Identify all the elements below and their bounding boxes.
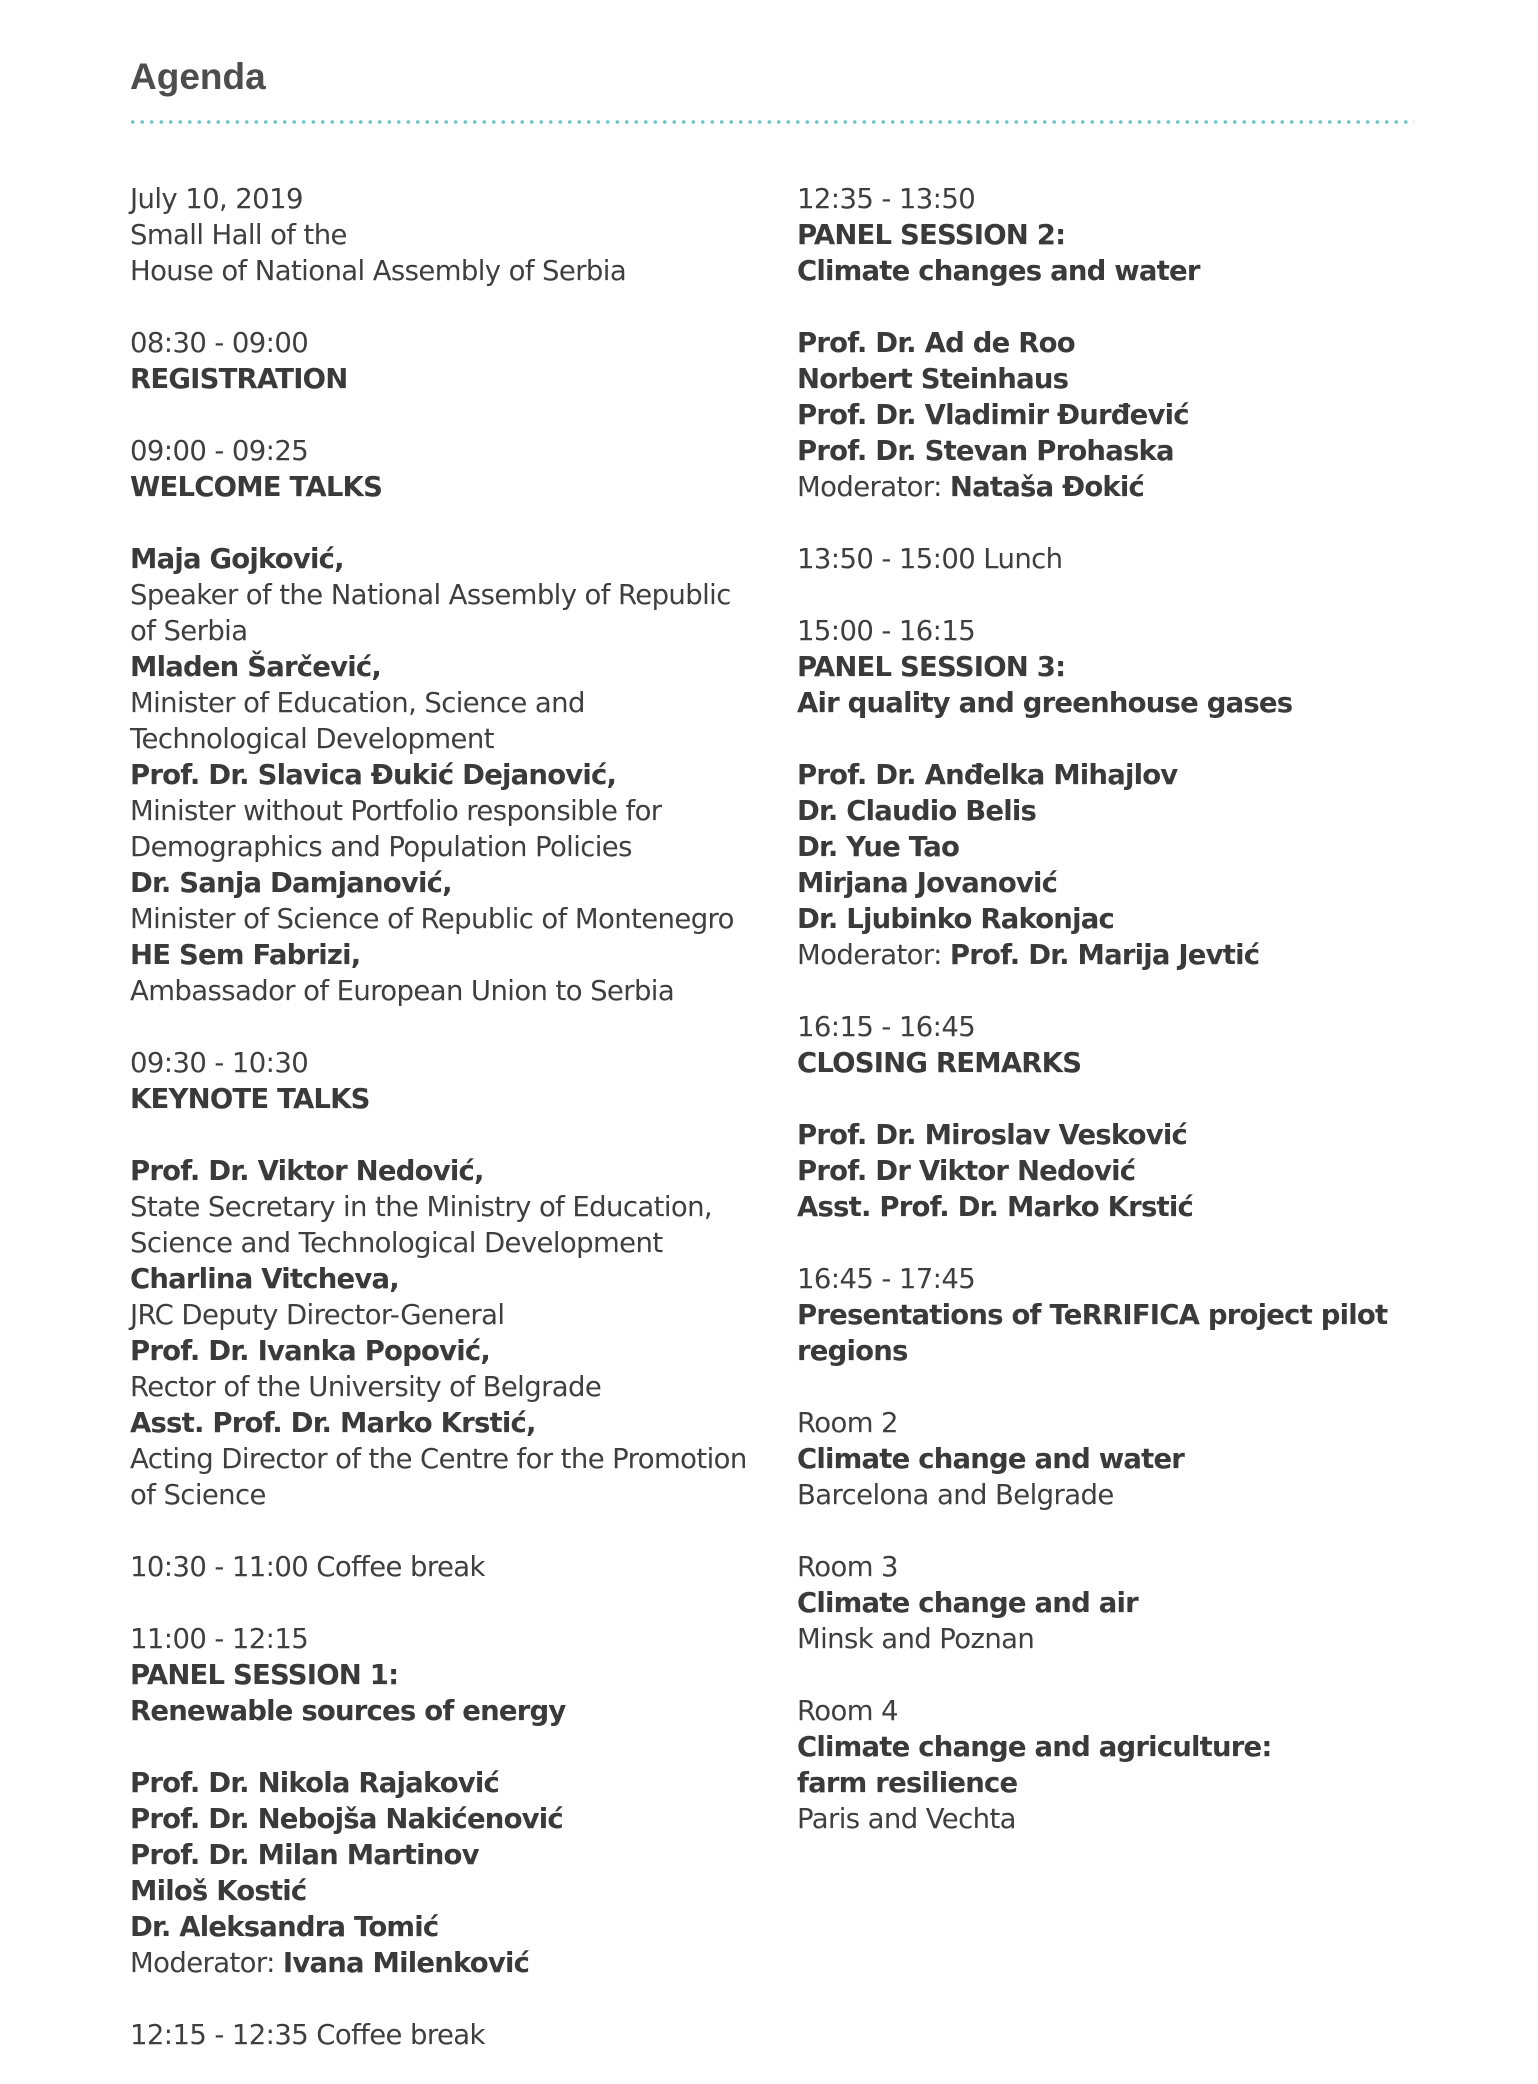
- agenda-heading: Dr. Yue Tao: [797, 831, 960, 863]
- agenda-text: Room 2: [797, 1407, 898, 1439]
- agenda-line: [130, 901, 770, 937]
- agenda-line: [797, 541, 1397, 577]
- agenda-heading: Prof. Dr. Milan Martinov: [130, 1839, 479, 1871]
- agenda-line: [797, 613, 1397, 649]
- spacer: [130, 1117, 770, 1153]
- agenda-line: [130, 217, 770, 253]
- agenda-line: [130, 1477, 770, 1513]
- spacer: [797, 289, 1397, 325]
- agenda-heading: PANEL SESSION 2:: [797, 219, 1066, 251]
- spacer: [797, 505, 1397, 541]
- agenda-heading: KEYNOTE TALKS: [130, 1083, 370, 1115]
- agenda-heading: Climate change and air: [797, 1587, 1138, 1619]
- agenda-heading: Charlina Vitcheva,: [130, 1263, 399, 1295]
- agenda-line: [130, 1225, 770, 1261]
- agenda-right-column: [797, 181, 1397, 1837]
- agenda-line: [797, 469, 1397, 505]
- agenda-heading: Prof. Dr Viktor Nedović: [797, 1155, 1136, 1187]
- agenda-text: July 10, 2019: [130, 183, 303, 215]
- agenda-text: State Secretary in the Ministry of Education,: [130, 1191, 713, 1223]
- moderator-name: Prof. Dr. Marija Jevtić: [949, 939, 1260, 971]
- agenda-line: [130, 1909, 770, 1945]
- spacer: [797, 973, 1397, 1009]
- agenda-text: 16:45 - 17:45: [797, 1263, 976, 1295]
- agenda-line: [130, 613, 770, 649]
- agenda-line: [797, 757, 1397, 793]
- spacer: [797, 577, 1397, 613]
- agenda-heading: PANEL SESSION 1:: [130, 1659, 399, 1691]
- agenda-text: Speaker of the National Assembly of Republic: [130, 579, 731, 611]
- agenda-heading: Dr. Aleksandra Tomić: [130, 1911, 439, 1943]
- agenda-line: [130, 1081, 770, 1117]
- agenda-heading: Miloš Kostić: [130, 1875, 307, 1907]
- spacer: [797, 1513, 1397, 1549]
- spacer: [130, 1513, 770, 1549]
- agenda-line: [130, 2017, 770, 2053]
- agenda-line: [130, 721, 770, 757]
- agenda-heading: Prof. Dr. Nebojša Nakićenović: [130, 1803, 563, 1835]
- agenda-text: Ambassador of European Union to Serbia: [130, 975, 675, 1007]
- agenda-line: [797, 1441, 1397, 1477]
- agenda-text: Minister without Portfolio responsible for: [130, 795, 662, 827]
- agenda-text: House of National Assembly of Serbia: [130, 255, 627, 287]
- agenda-line: [130, 325, 770, 361]
- agenda-line: [130, 1297, 770, 1333]
- agenda-text: Rector of the University of Belgrade: [130, 1371, 602, 1403]
- agenda-line: [797, 1009, 1397, 1045]
- agenda-line: [130, 577, 770, 613]
- agenda-text: Technological Development: [130, 723, 494, 755]
- agenda-heading: Maja Gojković,: [130, 543, 344, 575]
- agenda-heading: Dr. Ljubinko Rakonjac: [797, 903, 1114, 935]
- agenda-line: [130, 1945, 770, 1981]
- moderator-name: Nataša Đokić: [949, 471, 1145, 503]
- dotted-divider: [128, 120, 1414, 124]
- agenda-text: Minsk and Poznan: [797, 1623, 1035, 1655]
- agenda-line: [130, 469, 770, 505]
- agenda-line: [130, 1801, 770, 1837]
- agenda-line: [797, 325, 1397, 361]
- agenda-text: JRC Deputy Director-General: [130, 1299, 505, 1331]
- agenda-line: [130, 1369, 770, 1405]
- agenda-line: [797, 1621, 1397, 1657]
- agenda-heading: Dr. Sanja Damjanović,: [130, 867, 452, 899]
- agenda-heading: Prof. Dr. Ivanka Popović,: [130, 1335, 491, 1367]
- agenda-text: Room 3: [797, 1551, 898, 1583]
- agenda-heading: HE Sem Fabrizi,: [130, 939, 361, 971]
- agenda-heading: REGISTRATION: [130, 363, 348, 395]
- agenda-line: [130, 793, 770, 829]
- agenda-line: [797, 253, 1397, 289]
- agenda-line: [797, 937, 1397, 973]
- agenda-heading: Prof. Dr. Anđelka Mihajlov: [797, 759, 1178, 791]
- agenda-line: [130, 361, 770, 397]
- agenda-line: [797, 685, 1397, 721]
- spacer: [130, 1009, 770, 1045]
- agenda-line: [130, 685, 770, 721]
- agenda-heading: Mladen Šarčević,: [130, 651, 382, 683]
- spacer: [130, 397, 770, 433]
- spacer: [797, 1369, 1397, 1405]
- agenda-line: [130, 1045, 770, 1081]
- agenda-heading: Mirjana Jovanović: [797, 867, 1058, 899]
- agenda-line: [797, 433, 1397, 469]
- agenda-text: 12:15 - 12:35 Coffee break: [130, 2019, 485, 2051]
- agenda-heading: Norbert Steinhaus: [797, 363, 1069, 395]
- agenda-text: Paris and Vechta: [797, 1803, 1016, 1835]
- agenda-heading: Prof. Dr. Nikola Rajaković: [130, 1767, 500, 1799]
- agenda-heading: Climate change and water: [797, 1443, 1185, 1475]
- agenda-text: 10:30 - 11:00 Coffee break: [130, 1551, 485, 1583]
- agenda-line: [797, 1801, 1397, 1837]
- spacer: [797, 721, 1397, 757]
- agenda-line: [797, 1549, 1397, 1585]
- agenda-text: Demographics and Population Policies: [130, 831, 632, 863]
- agenda-text: Small Hall of the: [130, 219, 347, 251]
- agenda-text: 11:00 - 12:15: [130, 1623, 309, 1655]
- spacer: [130, 289, 770, 325]
- agenda-line: [797, 1729, 1397, 1765]
- agenda-text: Minister of Science of Republic of Montenegro: [130, 903, 734, 935]
- spacer: [130, 1585, 770, 1621]
- agenda-heading: CLOSING REMARKS: [797, 1047, 1082, 1079]
- agenda-line: [797, 1333, 1397, 1369]
- agenda-heading: Prof. Dr. Miroslav Vesković: [797, 1119, 1187, 1151]
- agenda-line: [797, 901, 1397, 937]
- agenda-heading: farm resilience: [797, 1767, 1018, 1799]
- agenda-text: 13:50 - 15:00 Lunch: [797, 543, 1063, 575]
- agenda-text: 08:30 - 09:00: [130, 327, 309, 359]
- agenda-heading: Dr. Claudio Belis: [797, 795, 1037, 827]
- agenda-line: [797, 1585, 1397, 1621]
- agenda-line: [130, 1765, 770, 1801]
- agenda-line: [797, 1765, 1397, 1801]
- agenda-line: [130, 1693, 770, 1729]
- agenda-line: [797, 1045, 1397, 1081]
- agenda-heading: Asst. Prof. Dr. Marko Krstić,: [130, 1407, 536, 1439]
- agenda-heading: Prof. Dr. Slavica Đukić Dejanović,: [130, 759, 617, 791]
- agenda-line: [130, 757, 770, 793]
- agenda-line: [797, 1153, 1397, 1189]
- agenda-text: Minister of Education, Science and: [130, 687, 585, 719]
- agenda-line: [130, 829, 770, 865]
- agenda-line: [797, 181, 1397, 217]
- agenda-line: [130, 181, 770, 217]
- moderator-label: Moderator:: [797, 939, 950, 971]
- spacer: [797, 1225, 1397, 1261]
- agenda-line: [130, 865, 770, 901]
- moderator-name: Ivana Milenković: [282, 1947, 530, 1979]
- agenda-line: [130, 1657, 770, 1693]
- agenda-line: [797, 1189, 1397, 1225]
- agenda-line: [130, 1441, 770, 1477]
- agenda-line: [797, 793, 1397, 829]
- moderator-label: Moderator:: [130, 1947, 283, 1979]
- spacer: [797, 1657, 1397, 1693]
- agenda-heading: PANEL SESSION 3:: [797, 651, 1066, 683]
- agenda-line: [797, 1477, 1397, 1513]
- agenda-line: [130, 1549, 770, 1585]
- agenda-heading: regions: [797, 1335, 908, 1367]
- agenda-line: [130, 1405, 770, 1441]
- agenda-heading: Climate change and agriculture:: [797, 1731, 1272, 1763]
- agenda-line: [130, 1621, 770, 1657]
- agenda-line: [130, 973, 770, 1009]
- agenda-line: [797, 217, 1397, 253]
- agenda-text: 15:00 - 16:15: [797, 615, 976, 647]
- agenda-heading: Renewable sources of energy: [130, 1695, 566, 1727]
- agenda-text: of Science: [130, 1479, 266, 1511]
- agenda-heading: Prof. Dr. Stevan Prohaska: [797, 435, 1174, 467]
- agenda-line: [130, 253, 770, 289]
- agenda-text: 16:15 - 16:45: [797, 1011, 976, 1043]
- agenda-line: [797, 1693, 1397, 1729]
- agenda-text: 12:35 - 13:50: [797, 183, 976, 215]
- agenda-line: [797, 1297, 1397, 1333]
- agenda-line: [797, 1261, 1397, 1297]
- agenda-heading: WELCOME TALKS: [130, 471, 383, 503]
- agenda-line: [797, 397, 1397, 433]
- agenda-text: Acting Director of the Centre for the Promotion: [130, 1443, 747, 1475]
- agenda-line: [130, 1333, 770, 1369]
- agenda-heading: Prof. Dr. Ad de Roo: [797, 327, 1075, 359]
- agenda-heading: Asst. Prof. Dr. Marko Krstić: [797, 1191, 1193, 1223]
- agenda-line: [130, 1837, 770, 1873]
- agenda-text: Room 4: [797, 1695, 898, 1727]
- agenda-line: [797, 361, 1397, 397]
- agenda-line: [797, 829, 1397, 865]
- agenda-line: [130, 433, 770, 469]
- agenda-text: Barcelona and Belgrade: [797, 1479, 1114, 1511]
- spacer: [130, 1729, 770, 1765]
- agenda-left-column: [130, 181, 770, 2053]
- spacer: [130, 1981, 770, 2017]
- agenda-heading: Climate changes and water: [797, 255, 1200, 287]
- agenda-line: [130, 1189, 770, 1225]
- agenda-text: Science and Technological Development: [130, 1227, 663, 1259]
- agenda-heading: Air quality and greenhouse gases: [797, 687, 1293, 719]
- agenda-line: [130, 541, 770, 577]
- page-title: Agenda: [130, 56, 266, 97]
- agenda-heading: Prof. Dr. Viktor Nedović,: [130, 1155, 484, 1187]
- spacer: [797, 1081, 1397, 1117]
- agenda-line: [130, 1261, 770, 1297]
- agenda-line: [797, 649, 1397, 685]
- agenda-line: [797, 1117, 1397, 1153]
- agenda-heading: Presentations of TeRRIFICA project pilot: [797, 1299, 1388, 1331]
- spacer: [130, 505, 770, 541]
- agenda-text: 09:00 - 09:25: [130, 435, 309, 467]
- agenda-line: [130, 937, 770, 973]
- agenda-heading: Prof. Dr. Vladimir Đurđević: [797, 399, 1189, 431]
- agenda-line: [797, 865, 1397, 901]
- agenda-line: [797, 1405, 1397, 1441]
- moderator-label: Moderator:: [797, 471, 950, 503]
- agenda-line: [130, 649, 770, 685]
- agenda-text: of Serbia: [130, 615, 248, 647]
- agenda-line: [130, 1153, 770, 1189]
- agenda-text: 09:30 - 10:30: [130, 1047, 309, 1079]
- agenda-line: [130, 1873, 770, 1909]
